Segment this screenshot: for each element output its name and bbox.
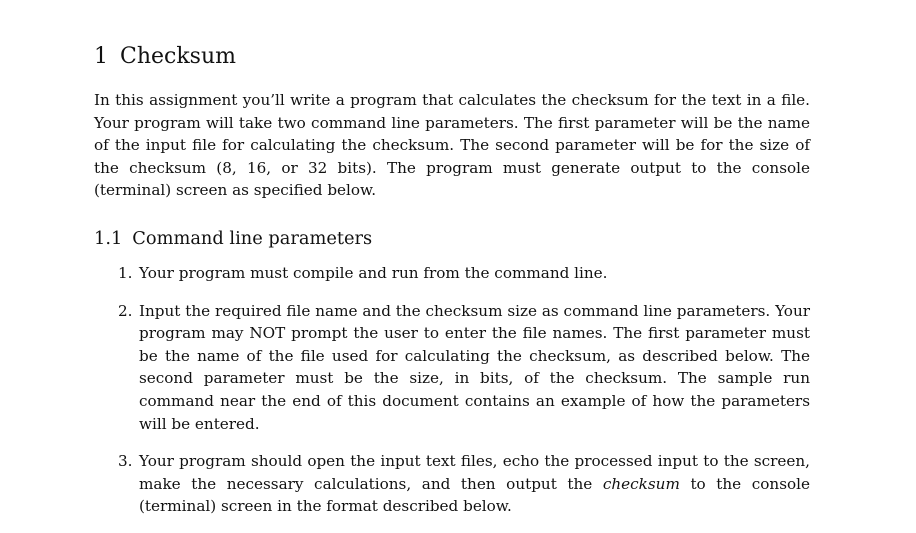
list-item bbox=[94, 450, 810, 518]
list-item-text-after: to the console (terminal) screen in the format described below. bbox=[139, 474, 810, 516]
list-item-text: Input the required file name and the checksum size as command line parameters. Your program may NOT prompt the user to enter the file names. The first parameter must be the name of the file used for calculating the checksum, as described below. The second parameter must be the size, in bits, of the checksum. The sample run command near the end of this document contains an example of how the parameters will be entered. bbox=[139, 301, 810, 433]
list-item bbox=[94, 300, 810, 436]
list-marker: 3. bbox=[118, 452, 133, 471]
list-item bbox=[94, 262, 810, 285]
section-number: 1 bbox=[94, 44, 108, 69]
list-item-emphasis: checksum bbox=[602, 474, 680, 493]
list-item-text-before: Your program should open the input text files, echo the processed input to the screen, make the necessary calculations, and then output the bbox=[139, 452, 810, 493]
section-title: Checksum bbox=[120, 44, 236, 69]
list-item-text: Your program must compile and run from the command line. bbox=[139, 264, 608, 282]
list-marker: 2. bbox=[118, 301, 133, 320]
section-heading bbox=[94, 44, 236, 70]
subsection-number: 1.1 bbox=[94, 228, 123, 249]
list-marker: 1. bbox=[118, 264, 133, 282]
intro-paragraph: In this assignment you’ll write a program that calculates the checksum for the text in a file. Your program will take two command line parameters. The first parameter will be the name of the input file for calculating the checksum. The second parameter will be for the size of the checksum (8, 16, or 32 bits). The program must generate output to the console (terminal) screen as specified below. bbox=[94, 91, 810, 200]
subsection-title: Command line parameters bbox=[132, 228, 373, 249]
requirements-list bbox=[94, 262, 810, 533]
subsection-heading bbox=[94, 228, 372, 250]
